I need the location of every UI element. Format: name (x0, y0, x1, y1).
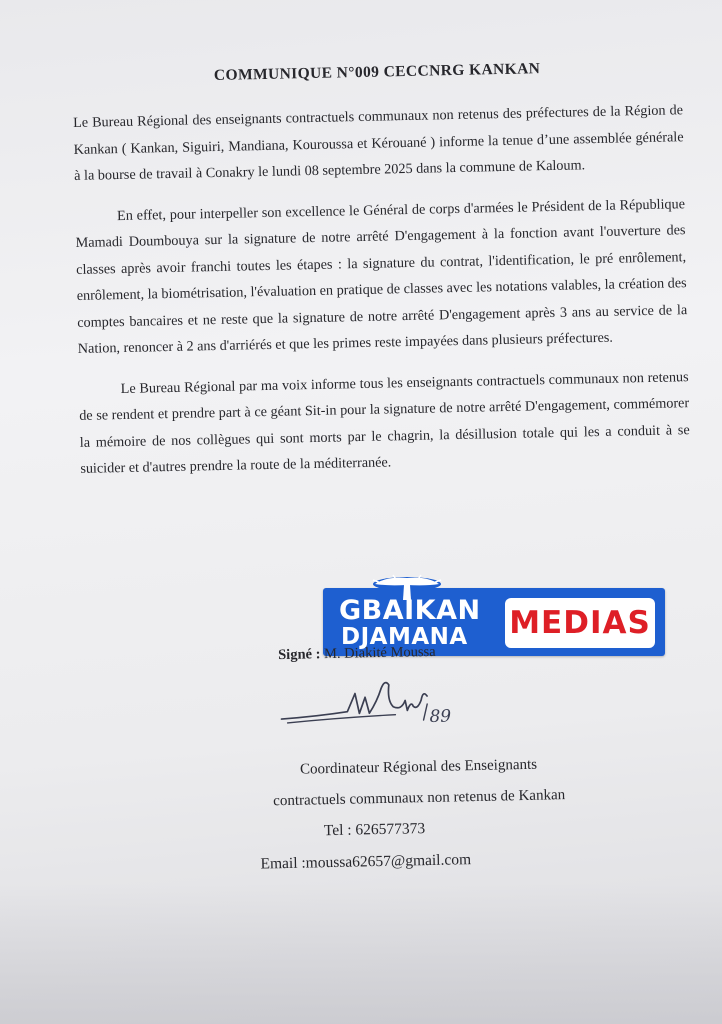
role-line-2: contractuels communaux non retenus de Kankan (273, 787, 566, 810)
signer-role (238, 748, 599, 818)
communique-title: COMMUNIQUE N°009 CECCNRG KANKAN (213, 60, 541, 85)
signed-label: Signé : (277, 646, 321, 664)
handwritten-signature (277, 669, 478, 733)
logo-line-gbaikan: GBAIKAN (339, 595, 481, 626)
signature-block (236, 639, 656, 873)
logo-line-djamana: DJAMANA (341, 624, 468, 650)
paragraph-2: En effet, pour interpeller son excellence le Général de corps d'armées le Président de la République Mamadi Doumbouya sur la signature de notre arrêté D'engagement à la fonction avant l'ouverture des classes après avoir franchi toutes les étapes : la signature du contrat, l'identification, le pré enrôlement, enrôlement, la biométrisation, l'évaluation en pratique de classes avec les notations valables, la création des comptes bancaires et ne reste que la signature de notre arrêté D'engagement après 3 ans au service de la Nation, renoncer à 2 ans d'arriérés et que les primes reste impayées dans plusieurs préfectures. (75, 195, 688, 357)
paragraph-1: Le Bureau Régional des enseignants contractuels communaux non retenus des préfectures de la Région de Kankan ( Kankan, Siguiri, Mandiana, Kouroussa et Kérouané ) informe la tenue d’une assemblée générale à la bourse de travail à Conakry le lundi 08 septembre 2025 dans la commune de Kaloum. (72, 102, 684, 184)
email-address: Email :moussa62657@gmail.com (260, 851, 472, 873)
page-shadow (0, 884, 722, 1024)
communique-body (72, 57, 691, 496)
logo-medias-badge: MEDIAS (505, 598, 655, 648)
signer-name: M. Diakité Moussa (323, 643, 436, 663)
role-line-1: Coordinateur Régional des Enseignants (299, 756, 538, 778)
signature-mark: 89 (429, 706, 452, 727)
telephone: Tel : 626577373 (323, 820, 426, 840)
paragraph-3: Le Bureau Régional par ma voix informe tous les enseignants contractuels communaux non retenus de se rendent et prendre part à ce géant Sit-in pour la signature de notre arrêté D'engagement, commémorer la mémoire de nos collègues qui sont morts par le chagrin, la désillusion totale qui les a conduit à se suicider et d'autres prendre la route de la méditerranée. (79, 368, 690, 477)
